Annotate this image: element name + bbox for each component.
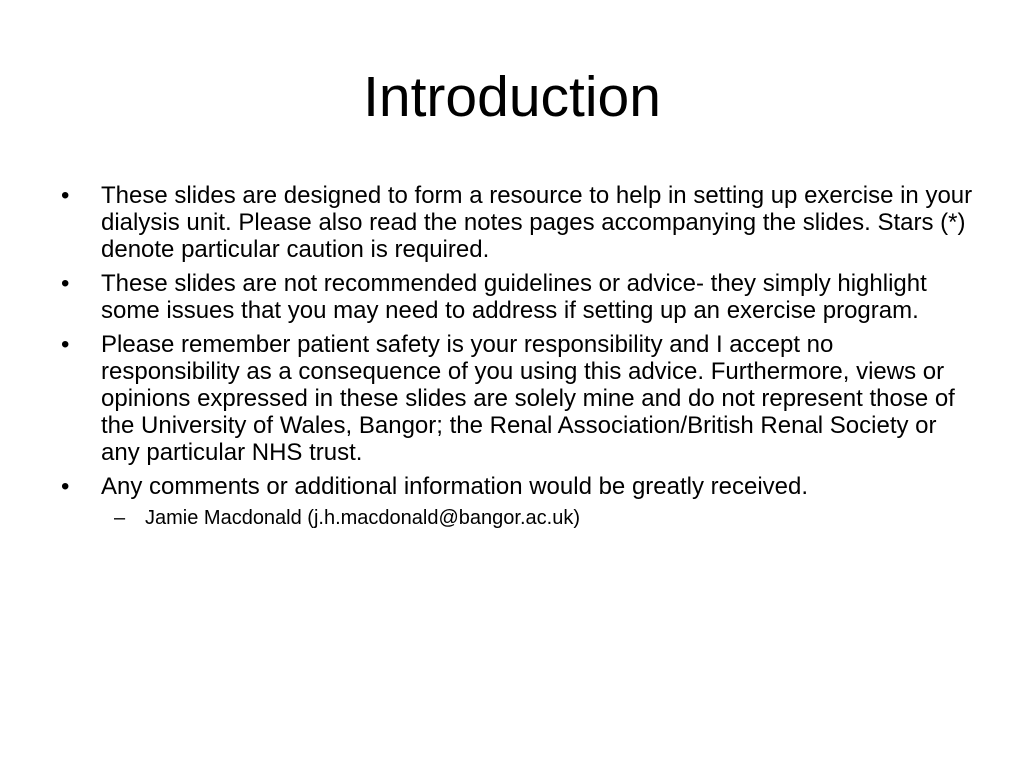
bullet-item [58,473,978,500]
bullet-icon: • [61,331,70,358]
bullet-item [58,270,978,324]
slide-title: Introduction [363,65,661,129]
bullet-text: Any comments or additional information would be greatly received. [101,473,809,500]
bullet-text: These slides are designed to form a resource to help in setting up exercise in your dialysis unit. Please also read the notes pages accompanying the slides. Stars (*) denote particular caution is required. [101,182,973,263]
slide-body [58,182,978,530]
sub-bullet-text: Jamie Macdonald (j.h.macdonald@bangor.ac.uk) [145,507,580,529]
bullet-item [58,331,978,466]
bullet-text: These slides are not recommended guidelines or advice- they simply highlight some issues that you may need to address if setting up an exercise program. [101,270,927,324]
bullet-item [58,182,978,263]
bullet-icon: • [61,182,70,209]
dash-icon: – [114,507,126,529]
bullet-icon: • [61,473,70,500]
bullet-text: Please remember patient safety is your responsibility and I accept no responsibility as a consequence of you using this advice. Furthermore, views or opinions expressed in these slides are solely mine and do not represent those of the University of Wales, Bangor; the Renal Association/British Renal Society or any particular NHS trust. [101,331,955,466]
bullet-icon: • [61,270,70,297]
sub-bullet-item [58,506,978,530]
